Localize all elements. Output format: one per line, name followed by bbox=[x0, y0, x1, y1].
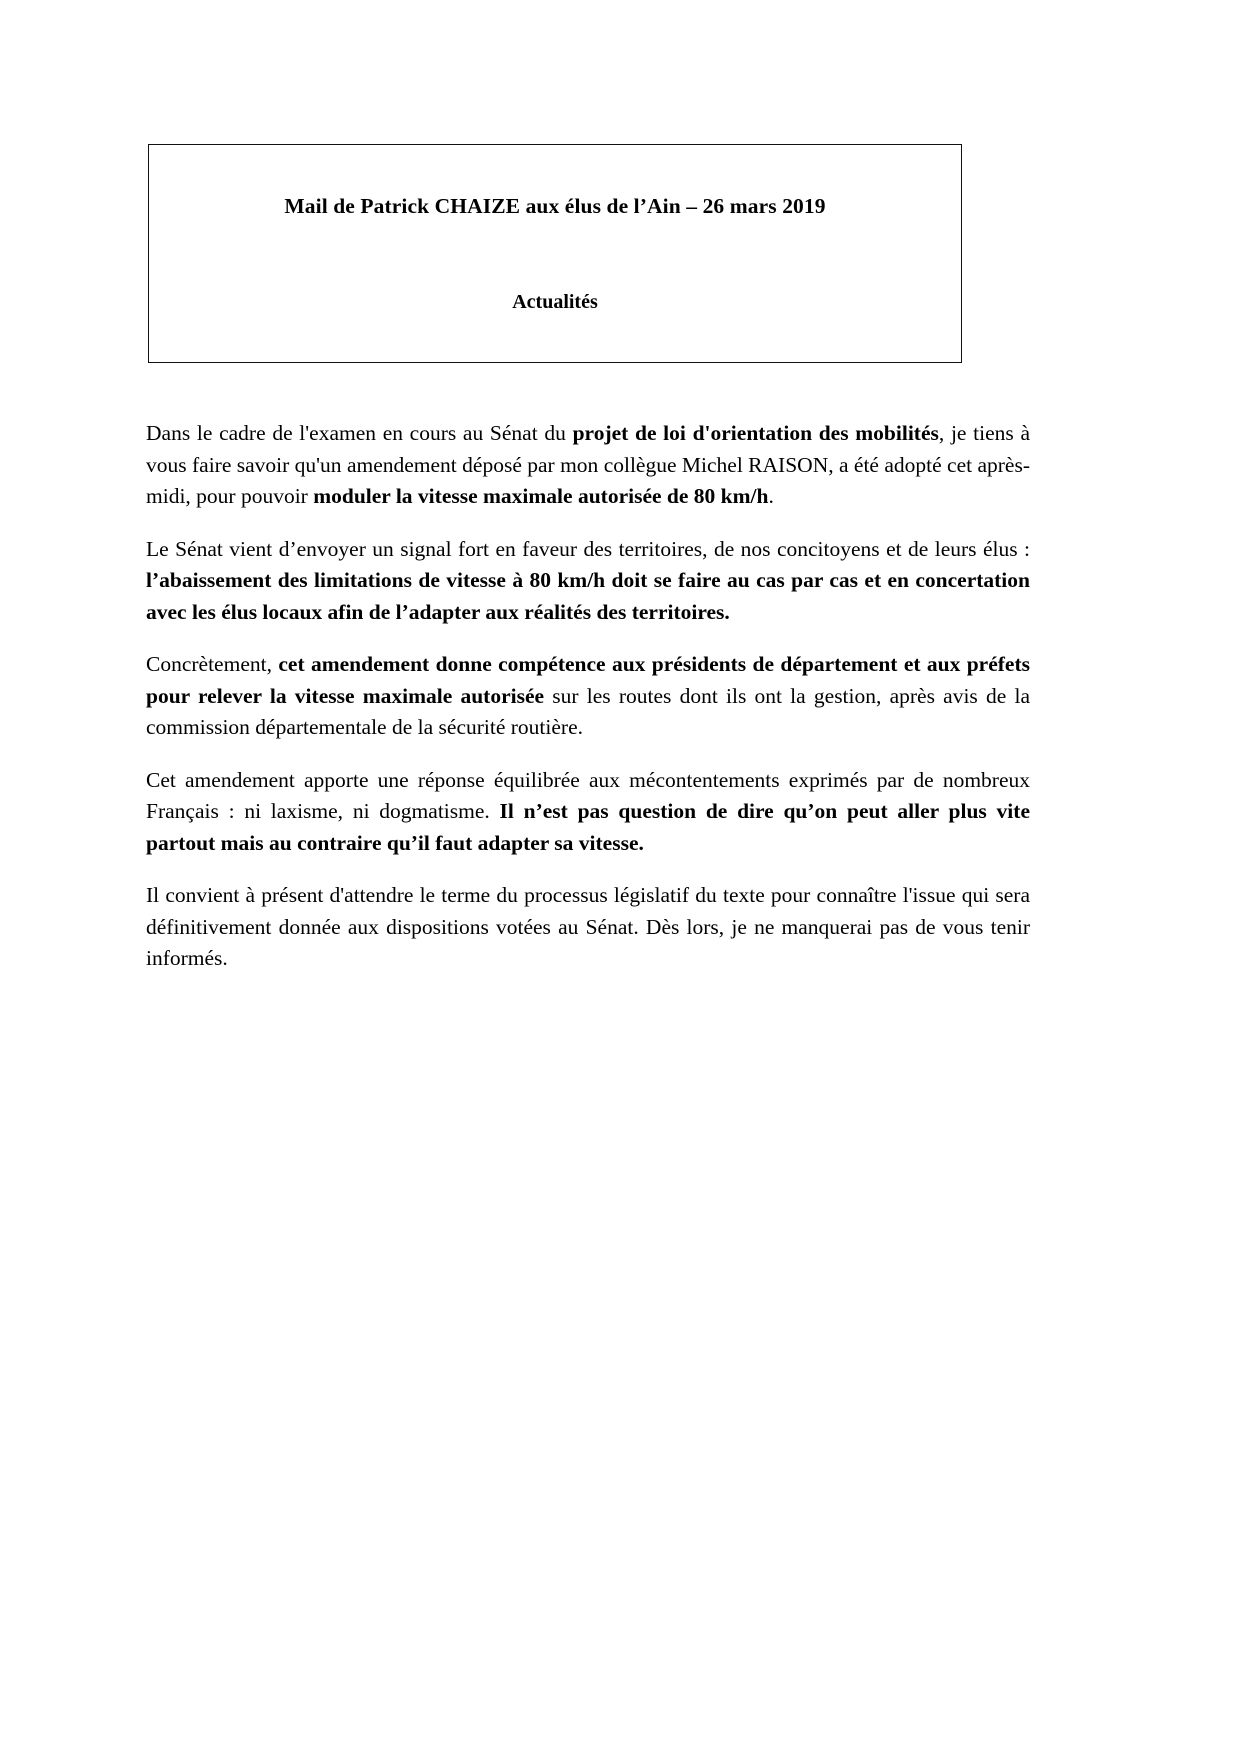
document-body bbox=[146, 418, 1030, 975]
paragraph-4 bbox=[146, 765, 1030, 860]
paragraph-1 bbox=[146, 418, 1030, 513]
paragraph-3 bbox=[146, 649, 1030, 744]
emphasis-text: cet amendement donne compétence aux présidents de département et aux préfets pour relever la vitesse maximale autorisée bbox=[146, 652, 1031, 708]
body-text-run: Il convient à présent d'attendre le terme du processus législatif du texte pour connaître l'issue qui sera définitivement donnée aux dispositions votées au Sénat. Dès lors, je ne manquerai pas de vous tenir informés. bbox=[146, 883, 1030, 970]
paragraph-2 bbox=[146, 534, 1030, 629]
emphasis-text: Il n’est pas question de dire qu’on peut aller plus vite partout mais au contraire qu’il faut adapter sa vitesse. bbox=[146, 799, 1030, 855]
emphasis-text: moduler la vitesse maximale autorisée de 80 km/h bbox=[313, 484, 769, 508]
emphasis-text: l’abaissement des limitations de vitesse à 80 km/h doit se faire au cas par cas et en concertation avec les élus locaux afin de l’adapter aux réalités des territoires. bbox=[146, 568, 1030, 624]
body-text-run: Le Sénat vient d’envoyer un signal fort en faveur des territoires, de nos concitoyens et de leurs élus : bbox=[146, 536, 1030, 561]
body-text-run: , je tiens à vous faire savoir qu'un amendement déposé par mon collègue Michel RAISON, a été adopté cet après-midi, pour pouvoir bbox=[146, 421, 1031, 508]
page-title: Mail de Patrick CHAIZE aux élus de l’Ain – 26 mars 2019 bbox=[284, 194, 826, 218]
body-text-run: Concrètement, bbox=[146, 652, 279, 676]
body-text-run: Cet amendement apporte une réponse équilibrée aux mécontentements exprimés par de nombreux Français : ni laxisme, ni dogmatisme. bbox=[146, 767, 1030, 823]
header-box bbox=[148, 144, 962, 363]
body-text-run: sur les routes dont ils ont la gestion, après avis de la commission départementale de la sécurité routière. bbox=[146, 683, 1030, 739]
body-text-run: Dans le cadre de l'examen en cours au Sénat du bbox=[146, 421, 573, 445]
header-subtitle: Actualités bbox=[512, 291, 598, 313]
body-text-run: . bbox=[768, 484, 774, 508]
paragraph-5 bbox=[146, 880, 1030, 975]
emphasis-text: projet de loi d'orientation des mobilités bbox=[572, 421, 939, 445]
